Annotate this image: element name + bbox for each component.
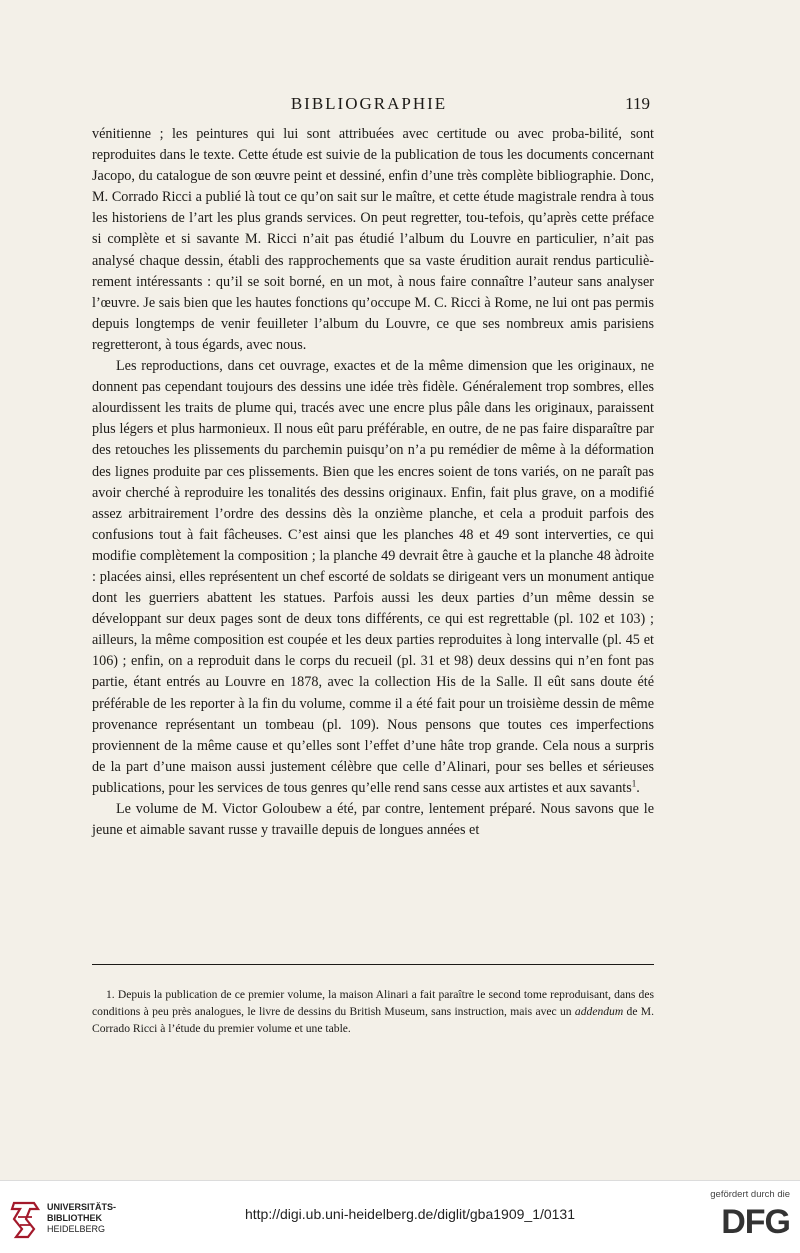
footnote-text-after: de M. Corrado Ricci à l’étude du premier volume et une table. (92, 1005, 655, 1035)
footnote (92, 986, 654, 1037)
funding-caption: gefördert durch die (710, 1189, 790, 1200)
paragraph-2-end: . (636, 779, 640, 796)
footnote-text-before: 1. Depuis la publication de ce premier volume, la maison Alinari a fait paraître le second tome reproduisant, dans des conditions à peu près analogues, le livre de dessins du British Museum, sans instruction, mais avec un (92, 988, 654, 1018)
permalink-url[interactable]: http://digi.ub.uni-heidelberg.de/diglit/gba1909_1/0131 (244, 1206, 576, 1222)
viewer-footer (0, 1180, 800, 1253)
library-line-1: UNIVERSITÄTS- (47, 1202, 117, 1212)
dfg-logo[interactable]: DFG (721, 1203, 790, 1241)
footnote-separator (92, 964, 654, 965)
library-line-3: HEIDELBERG (47, 1224, 106, 1234)
footnote-reference[interactable]: 1 (631, 778, 637, 789)
page-header (88, 94, 650, 118)
paragraph-3: Le volume de M. Victor Goloubew a été, par contre, lentement préparé. Nous savons que le jeune et aimable savant russe y travaille depuis de longues années et (92, 801, 654, 839)
running-title: BIBLIOGRAPHIE (290, 94, 448, 113)
paragraph-2 (92, 356, 654, 799)
library-line-2: BIBLIOTHEK (47, 1213, 102, 1223)
paragraph-2-text: Les reproductions, dans cet ouvrage, exactes et de la même dimension que les originaux, ne donnent pas cependant toujours des dessins une idée très fidèle. Généralement trop sombres, elles alourdissent les traits de plume qui, tracés avec une encre plus pâle dans les originaux, paraissent plus légers et plus harmonieux. Il nous eût paru préférable, en outre, de ne pas faire disparaître par des retouches les plissements du parchemin puisqu’on n’a pu remédier de même à la déformation des lignes produite par ces plissements. Bien que les encres soient de tons variés, on ne paraît pas avoir cherché à reproduire les tonalités des dessins originaux. Enfin, fait plus grave, on a modifié assez arbitrairement l’ordre des dessins dès la onzième planche, et cela a produit parfois des confusions tout à fait fâcheuses. C’est ainsi que les planches 48 et 49 sont interverties, ce qui modifie complètement la composition ; la planche 49 devrait être à gauche et la planche 48 àdroite : placées ainsi, elles représentent un chef escorté de soldats se dirigeant vers un monument antique dont les guerriers abattent les statues. Parfois aussi les deux parties d’un même dessin se développant sur deux pages sont de deux tons différents, ce qui est regrettable (pl. 102 et 103) ; ailleurs, la même composition est coupée et les deux parties reproduites à long intervalle (pl. 45 et 106) ; enfin, on a reproduit dans le corps du recueil (pl. 31 et 98) deux dessins qui n’en font pas partie, étant entrés au Louvre en 1878, avec la collection His de la Salle. Il eût sans doute été préférable de les reporter à la fin du volume, comme il a été fait pour un troisième dessin de même provenance représentant un tombeau (pl. 109). Nous pensons que toutes ces imperfections proviennent de la même cause et qu’elles sont l’effet d’une hâte trop grande. Cela nous a surpris de la part d’une maison aussi justement célèbre que celle d’Alinari, pour ses belles et sérieuses publications, pour les services de tous genres qu’elle rend sans cesse aux artistes et aux savants (92, 358, 654, 796)
footnote-1 (92, 986, 654, 1037)
page-number: 119 (625, 94, 650, 113)
university-seal-icon[interactable] (8, 1199, 42, 1241)
paragraph-1: vénitienne ; les peintures qui lui sont attribuées avec certitude ou avec proba-bilité, sont reproduites dans le texte. Cette étude est suivie de la publication de tous les documents concernant Jacopo, du catalogue de son œuvre peint et dessiné, enfin d’une très complète bibliographie. Donc, M. Corrado Ricci a publié là tout ce qu’on sait sur le maître, et cette étude magistrale rendra à tous les historiens de l’art les plus grands services. On peut regretter, tou-tefois, qu’après cette préface si complète et si savante M. Ricci n’ait pas étudié l’album du Louvre en particulier, n’ait pas analysé chaque dessin, établi des rapprochements que sa vaste érudition aurait rendus particuliè-rement intéressants : qu’il se soit borné, en un mot, à nous faire connaître l’auteur sans analyser l’œuvre. Je sais bien que les hautes fonctions qu’occupe M. C. Ricci à Rome, ne lui ont pas permis depuis longtemps de venir feuilleter l’album du Louvre, ce que ses nombreux amis parisiens regretteront, à tous égards, avec nous. (92, 126, 654, 353)
library-name[interactable] (47, 1202, 116, 1235)
footnote-emphasis: addendum (574, 1005, 624, 1018)
body-text (92, 124, 654, 841)
